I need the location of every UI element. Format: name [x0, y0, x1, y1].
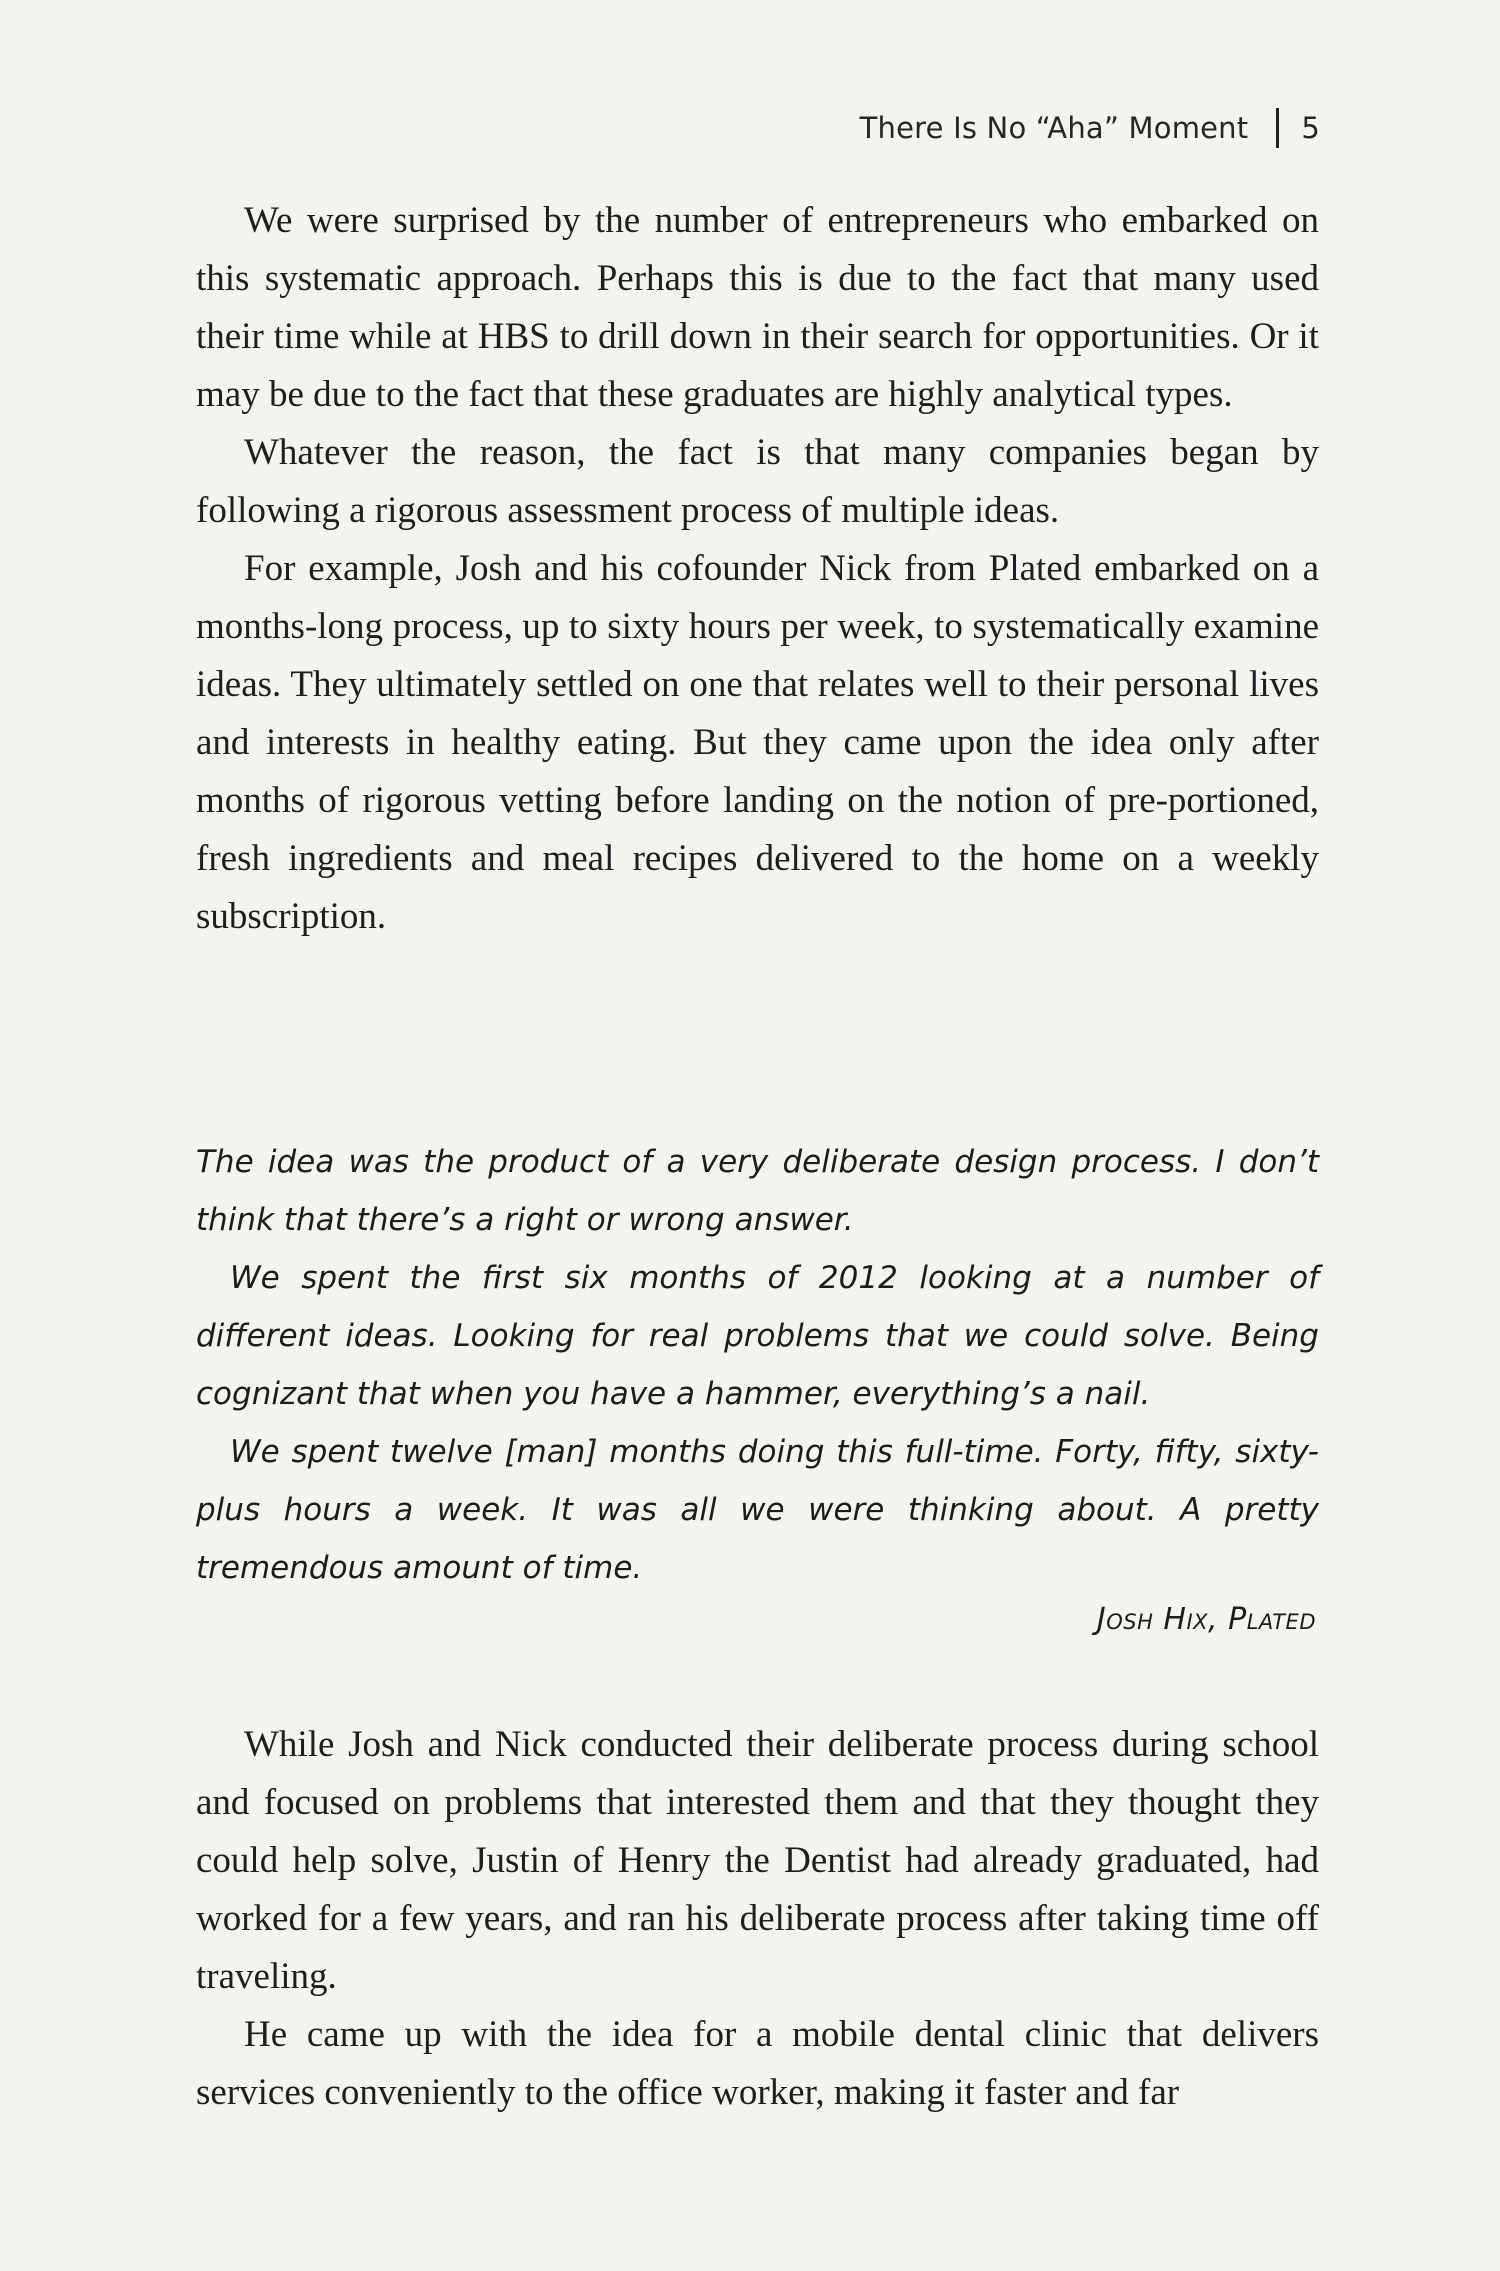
paragraph: He came up with the idea for a mobile dental clinic that delivers services conveniently to the office worker, making it faster and far — [196, 2014, 1319, 2113]
running-head — [860, 104, 1320, 152]
quote-attribution: Josh Hix, Plated — [1096, 1602, 1316, 1637]
quote-paragraph: The idea was the product of a very deliberate design process. I don’t think that there’s a right or wrong answer. — [196, 1144, 1319, 1238]
paragraph: While Josh and Nick conducted their deliberate process during school and focused on problems that interested them and that they thought they could help solve, Justin of Henry the Dentist had already graduated, had worked for a few years, and ran his deliberate process after taking time off traveling. — [196, 1724, 1319, 1997]
paragraph: Whatever the reason, the fact is that many companies began by following a rigorous assessment process of multiple ideas. — [196, 432, 1319, 531]
page-number: 5 — [1301, 111, 1320, 145]
running-head-divider — [1276, 108, 1279, 148]
paragraph: We were surprised by the number of entrepreneurs who embarked on this systematic approach. Perhaps this is due to the fact that many used their time while at HBS to drill down in their search for opportunities. Or it may be due to the fact that these graduates are highly analytical types. — [196, 200, 1319, 415]
paragraph: For example, Josh and his cofounder Nick from Plated embarked on a months-long process, up to sixty hours per week, to systematically examine ideas. They ultimately settled on one that relates well to their personal lives and interests in healthy eating. But they came upon the idea only after months of rigorous vetting before landing on the notion of pre-portioned, fresh ingredients and meal recipes delivered to the home on a weekly subscription. — [196, 548, 1319, 937]
quote-paragraph: We spent the first six months of 2012 looking at a number of different ideas. Looking for real problems that we could solve. Being cognizant that when you have a hammer, everything’s a nail. — [196, 1260, 1319, 1412]
chapter-title: There Is No “Aha” Moment — [859, 111, 1249, 145]
quote-block — [196, 1133, 1319, 1597]
quote-paragraph: We spent twelve [man] months doing this full-time. Forty, fifty, sixty-plus hours a week. It was all we were thinking about. A pretty tremendous amount of time. — [196, 1434, 1319, 1586]
body-section-one — [196, 192, 1319, 946]
body-section-two — [196, 1716, 1319, 2122]
